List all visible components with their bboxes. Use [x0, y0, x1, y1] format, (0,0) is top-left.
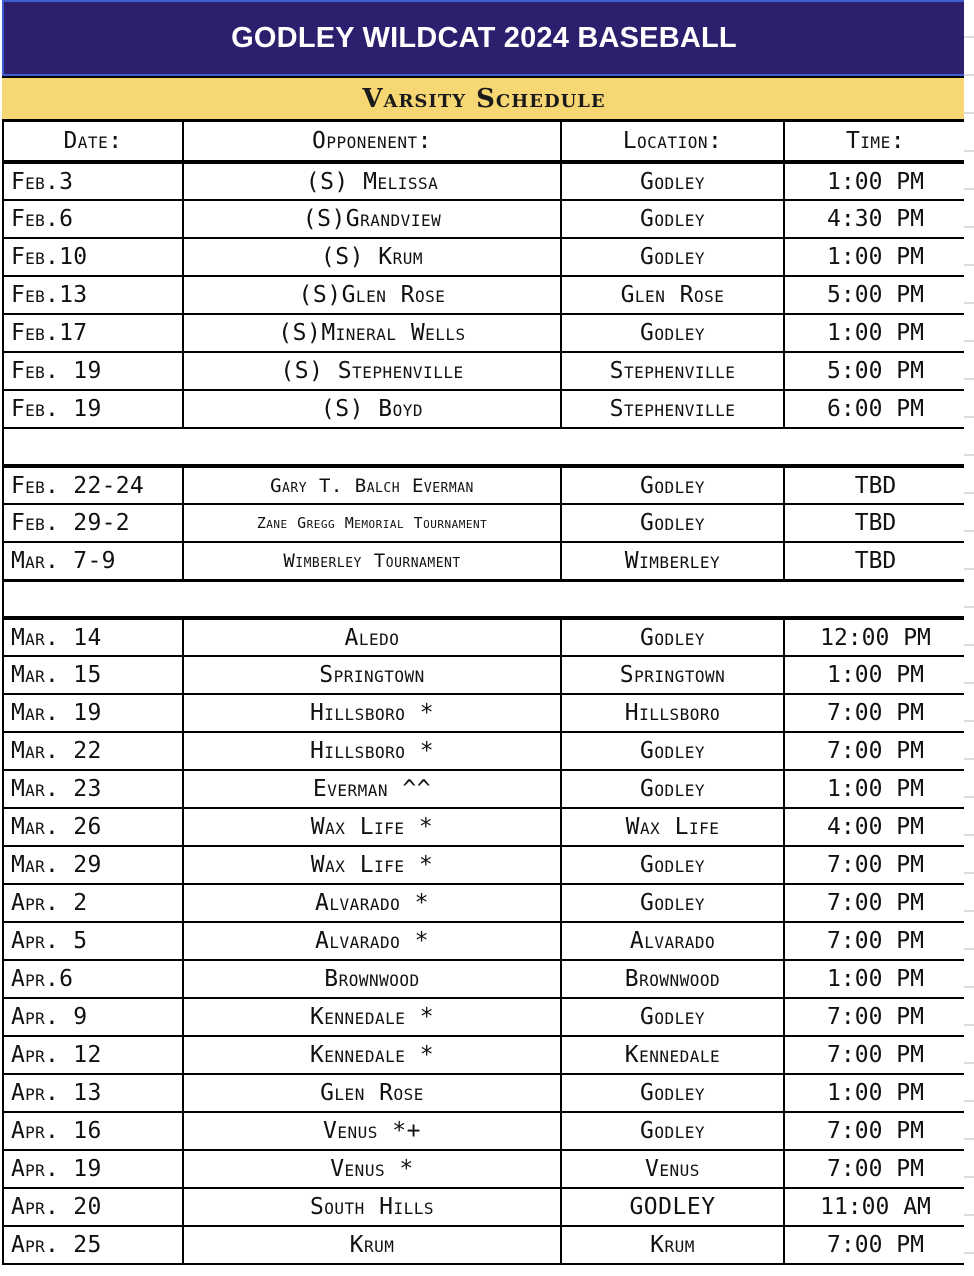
cell-time: 7:00 PM — [784, 922, 967, 960]
cell-time: 5:00 PM — [784, 352, 967, 390]
cell-date: Feb. 19 — [3, 352, 183, 390]
table-row — [3, 352, 967, 390]
cell-date: Feb.13 — [3, 276, 183, 314]
cell-location: Kennedale — [561, 1036, 784, 1074]
cell-date: Apr. 20 — [3, 1188, 183, 1226]
table-row — [3, 162, 967, 200]
table-row — [3, 1226, 967, 1264]
cell-date: Feb.3 — [3, 162, 183, 200]
cell-time: 1:00 PM — [784, 770, 967, 808]
cell-location: Brownwood — [561, 960, 784, 998]
cell-time: 7:00 PM — [784, 1036, 967, 1074]
cell-location: Godley — [561, 998, 784, 1036]
cell-opponent: Springtown — [183, 656, 561, 694]
cell-opponent: Venus *+ — [183, 1112, 561, 1150]
cell-location: GODLEY — [561, 1188, 784, 1226]
cell-time: 12:00 PM — [784, 618, 967, 656]
table-row — [3, 732, 967, 770]
cell-date: Apr. 12 — [3, 1036, 183, 1074]
cell-opponent: Aledo — [183, 618, 561, 656]
cell-location: Hillsboro — [561, 694, 784, 732]
table-row — [3, 884, 967, 922]
cell-time: TBD — [784, 504, 967, 542]
table-row — [3, 960, 967, 998]
cell-location: Wax Life — [561, 808, 784, 846]
cell-location: Stephenville — [561, 352, 784, 390]
table-row — [3, 998, 967, 1036]
cell-time: 1:00 PM — [784, 960, 967, 998]
cell-time: 1:00 PM — [784, 238, 967, 276]
cell-opponent: Alvarado * — [183, 884, 561, 922]
spacer-cell — [3, 580, 967, 618]
table-row — [3, 770, 967, 808]
cell-opponent: Brownwood — [183, 960, 561, 998]
table-row — [3, 846, 967, 884]
table-row — [3, 276, 967, 314]
table-row — [3, 808, 967, 846]
cell-date: Mar. 15 — [3, 656, 183, 694]
table-row — [3, 466, 967, 504]
table-row — [3, 1150, 967, 1188]
table-row — [3, 504, 967, 542]
cell-location: Godley — [561, 732, 784, 770]
cell-opponent: Wax Life * — [183, 808, 561, 846]
table-row — [3, 390, 967, 428]
cell-date: Mar. 19 — [3, 694, 183, 732]
table-row — [3, 542, 967, 580]
cell-time: TBD — [784, 542, 967, 580]
cell-date: Mar. 23 — [3, 770, 183, 808]
cell-time: 7:00 PM — [784, 1112, 967, 1150]
cell-location: Godley — [561, 200, 784, 238]
cell-time: 7:00 PM — [784, 694, 967, 732]
cell-location: Godley — [561, 770, 784, 808]
cell-time: 11:00 AM — [784, 1188, 967, 1226]
cell-date: Mar. 29 — [3, 846, 183, 884]
cell-location: Godley — [561, 846, 784, 884]
cell-location: Stephenville — [561, 390, 784, 428]
cell-date: Mar. 22 — [3, 732, 183, 770]
cell-opponent: Kennedale * — [183, 1036, 561, 1074]
cell-opponent: Glen Rose — [183, 1074, 561, 1112]
table-row — [3, 1188, 967, 1226]
cell-date: Apr. 16 — [3, 1112, 183, 1150]
cell-location: Springtown — [561, 656, 784, 694]
cell-time: 4:30 PM — [784, 200, 967, 238]
cell-location: Godley — [561, 884, 784, 922]
cell-time: 7:00 PM — [784, 846, 967, 884]
table-row — [3, 694, 967, 732]
header-location: Location: — [561, 122, 784, 162]
cell-location: Godley — [561, 238, 784, 276]
table-row — [3, 656, 967, 694]
schedule-table — [2, 122, 968, 1265]
cell-time: 1:00 PM — [784, 314, 967, 352]
cell-opponent: (S) Melissa — [183, 162, 561, 200]
cell-location: Venus — [561, 1150, 784, 1188]
cell-opponent: (S)Mineral Wells — [183, 314, 561, 352]
table-row — [3, 1074, 967, 1112]
cell-location: Godley — [561, 504, 784, 542]
cell-opponent: Alvarado * — [183, 922, 561, 960]
header-opponent: Opponenent: — [183, 122, 561, 162]
cell-date: Mar. 26 — [3, 808, 183, 846]
cell-opponent: (S)Glen Rose — [183, 276, 561, 314]
cell-time: 4:00 PM — [784, 808, 967, 846]
cell-date: Apr. 25 — [3, 1226, 183, 1264]
cell-location: Godley — [561, 314, 784, 352]
cell-opponent: Hillsboro * — [183, 694, 561, 732]
cell-opponent: Venus * — [183, 1150, 561, 1188]
table-row — [3, 1112, 967, 1150]
table-row — [3, 922, 967, 960]
cell-time: 1:00 PM — [784, 1074, 967, 1112]
cell-opponent: Zane Gregg Memorial Tournament — [183, 504, 561, 542]
cell-location: Alvarado — [561, 922, 784, 960]
table-body — [3, 162, 967, 1264]
cell-time: 7:00 PM — [784, 1150, 967, 1188]
cell-date: Feb.6 — [3, 200, 183, 238]
table-row — [3, 618, 967, 656]
cell-time: 7:00 PM — [784, 998, 967, 1036]
cell-time: 6:00 PM — [784, 390, 967, 428]
cell-date: Mar. 14 — [3, 618, 183, 656]
cell-opponent: South Hills — [183, 1188, 561, 1226]
cell-opponent: (S)Grandview — [183, 200, 561, 238]
cell-date: Apr. 2 — [3, 884, 183, 922]
cell-date: Feb. 19 — [3, 390, 183, 428]
cell-location: Wimberley — [561, 542, 784, 580]
table-row — [3, 1036, 967, 1074]
cell-opponent: Wax Life * — [183, 846, 561, 884]
header-time: Time: — [784, 122, 967, 162]
table-row — [3, 314, 967, 352]
cell-location: Godley — [561, 1074, 784, 1112]
cell-date: Mar. 7-9 — [3, 542, 183, 580]
cell-opponent: (S) Boyd — [183, 390, 561, 428]
cell-opponent: Everman ^^ — [183, 770, 561, 808]
cell-location: Godley — [561, 466, 784, 504]
cell-time: 5:00 PM — [784, 276, 967, 314]
cell-opponent: Hillsboro * — [183, 732, 561, 770]
cell-time: 1:00 PM — [784, 656, 967, 694]
cell-time: 7:00 PM — [784, 732, 967, 770]
table-row — [3, 238, 967, 276]
schedule-subtitle: Varsity Schedule — [2, 76, 966, 122]
spacer-cell — [3, 428, 967, 466]
cell-date: Apr. 5 — [3, 922, 183, 960]
cell-opponent: Krum — [183, 1226, 561, 1264]
header-date: Date: — [3, 122, 183, 162]
sheet-gridline-edge — [964, 0, 974, 1276]
cell-time: 1:00 PM — [784, 162, 967, 200]
cell-time: TBD — [784, 466, 967, 504]
spacer-row — [3, 580, 967, 618]
cell-location: Godley — [561, 162, 784, 200]
schedule-title: GODLEY WILDCAT 2024 BASEBALL — [2, 0, 966, 76]
cell-date: Feb. 29-2 — [3, 504, 183, 542]
cell-opponent: Gary T. Balch Everman — [183, 466, 561, 504]
cell-time: 7:00 PM — [784, 1226, 967, 1264]
cell-location: Godley — [561, 1112, 784, 1150]
cell-date: Apr. 13 — [3, 1074, 183, 1112]
cell-date: Feb.17 — [3, 314, 183, 352]
cell-location: Glen Rose — [561, 276, 784, 314]
cell-opponent: (S) Krum — [183, 238, 561, 276]
cell-date: Feb. 22-24 — [3, 466, 183, 504]
cell-date: Apr. 19 — [3, 1150, 183, 1188]
cell-opponent: (S) Stephenville — [183, 352, 561, 390]
cell-opponent: Wimberley Tournament — [183, 542, 561, 580]
cell-location: Godley — [561, 618, 784, 656]
table-header-row — [3, 122, 967, 162]
table-row — [3, 200, 967, 238]
cell-date: Apr.6 — [3, 960, 183, 998]
cell-date: Apr. 9 — [3, 998, 183, 1036]
cell-time: 7:00 PM — [784, 884, 967, 922]
cell-opponent: Kennedale * — [183, 998, 561, 1036]
spacer-row — [3, 428, 967, 466]
cell-date: Feb.10 — [3, 238, 183, 276]
cell-location: Krum — [561, 1226, 784, 1264]
